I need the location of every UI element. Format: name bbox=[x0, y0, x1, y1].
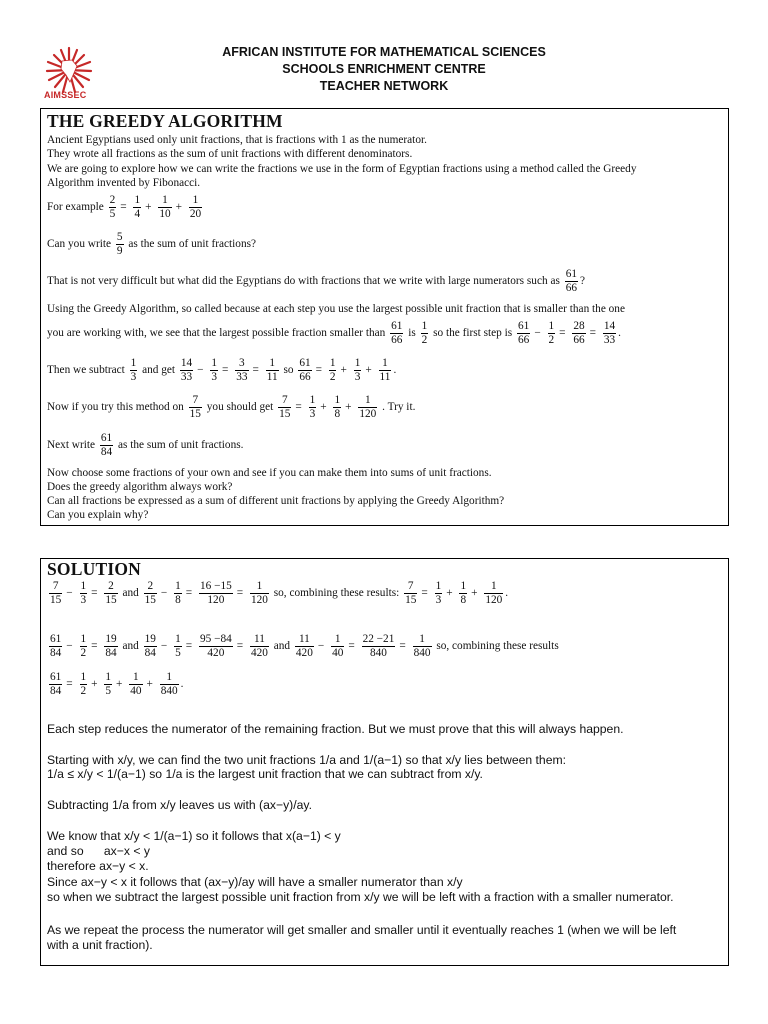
solution-paragraph: with a unit fraction). bbox=[47, 938, 153, 952]
intro-line: Ancient Egyptians used only unit fractions, that is fractions with 1 as the numerator. bbox=[47, 134, 427, 146]
try-line: Now if you try this method on $\frac{7}{15}$ you should get $\frac{7}{15}$ = $\frac{1}{3}$ + $\frac{1}{8}$ + $\frac{1}{120}$ . Try it. bbox=[47, 394, 416, 420]
subtract-line: Then we subtract $\frac{1}{3}$ and get $\frac{14}{33}$ − $\frac{1}{3}$ = $\frac{3}{33}$ = $\frac{1}{11}$ so $\frac{61}{66}$ = $\frac{1}{2}$ + $\frac{1}{3}$ + $\frac{1}{11}$ . bbox=[47, 357, 397, 383]
solution-paragraph: therefore ax−y < x. bbox=[47, 859, 149, 873]
institute-name: AFRICAN INSTITUTE FOR MATHEMATICAL SCIENCES bbox=[222, 45, 546, 59]
closing-line: Can all fractions be expressed as a sum of different unit fractions by applying the Greedy Algorithm? bbox=[47, 495, 505, 507]
closing-line: Can you explain why? bbox=[47, 509, 149, 521]
solution-paragraph: Since ax−y < x it follows that (ax−y)/ay will have a smaller numerator than x/y bbox=[47, 875, 463, 889]
closing-line: Does the greedy algorithm always work? bbox=[47, 481, 233, 493]
solution-paragraph: Subtracting 1/a from x/y leaves us with (ax−y)/ay. bbox=[47, 798, 312, 812]
network-name: TEACHER NETWORK bbox=[319, 79, 449, 93]
solution-equation-3: $\frac{61}{84}$ = $\frac{1}{2}$ + $\frac{1}{5}$ + $\frac{1}{40}$ + $\frac{1}{840}$ . bbox=[50, 671, 184, 697]
solution-title: SOLUTION bbox=[47, 559, 141, 579]
solution-paragraph: Starting with x/y, we can find the two unit fractions 1/a and 1/(a−1) so that x/y lies between them: bbox=[47, 753, 567, 767]
problem-title: THE GREEDY ALGORITHM bbox=[47, 111, 283, 131]
large-numerator-line: That is not very difficult but what did the Egyptians do with fractions that we write with large numerators such as $\frac{61}{66}$ ? bbox=[47, 268, 585, 294]
solution-paragraph: We know that x/y < 1/(a−1) so it follows that x(a−1) < y bbox=[47, 829, 341, 843]
first-step-line: you are working with, we see that the largest possible fraction smaller than $\frac{61}{66}$ is $\frac{1}{2}$ so the first step is $\frac{61}{66}$ − $\frac{1}{2}$ = $\frac{28}{66}$ = $\frac{14}{33}$ . bbox=[47, 320, 621, 346]
solution-paragraph: Each step reduces the numerator of the remaining fraction. But we must prove that this will always happen. bbox=[47, 722, 624, 736]
solution-equation-2: $\frac{61}{84}$ − $\frac{1}{2}$ = $\frac{19}{84}$ and $\frac{19}{84}$ − $\frac{1}{5}$ = $\frac{95 -84}{420}$ = $\frac{11}{420}$ and $\frac{11}{420}$ − $\frac{1}{40}$ = $\frac{22 -21}{840}$ = $\frac{1}{840}$ so, combining these results bbox=[50, 633, 559, 659]
example-line: For example $\frac{2}{5}$ = $\frac{1}{4}$ + $\frac{1}{10}$ + $\frac{1}{20}$ bbox=[47, 194, 202, 220]
intro-line: We are going to explore how we can write the fractions we use in the form of Egyptian fractions using a method called the Greedy bbox=[47, 163, 637, 175]
solution-paragraph: As we repeat the process the numerator will get smaller and smaller until it eventually reaches 1 (when we will be left bbox=[47, 923, 677, 937]
intro-line: They wrote all fractions as the sum of unit fractions with different denominators. bbox=[47, 148, 413, 160]
logo-text: AIMSSEC bbox=[44, 90, 87, 100]
question-line: Can you write $\frac{5}{9}$ as the sum of unit fractions? bbox=[47, 231, 257, 257]
next-line: Next write $\frac{61}{84}$ as the sum of unit fractions. bbox=[47, 432, 244, 458]
closing-line: Now choose some fractions of your own and see if you can make them into sums of unit fractions. bbox=[47, 467, 492, 479]
solution-paragraph: and so ax−x < y bbox=[47, 844, 150, 858]
solution-equation-1: $\frac{7}{15}$ − $\frac{1}{3}$ = $\frac{2}{15}$ and $\frac{2}{15}$ − $\frac{1}{8}$ = $\frac{16 -15}{120}$ = $\frac{1}{120}$ so, combining these results: $\frac{7}{15}$ = $\frac{1}{3}$ + $\frac{1}{8}$ + $\frac{1}{120}$ . bbox=[50, 580, 509, 606]
centre-name: SCHOOLS ENRICHMENT CENTRE bbox=[282, 62, 486, 76]
solution-paragraph: so when we subtract the largest possible unit fraction from x/y we will be left with a fraction with a smaller numerator. bbox=[47, 890, 674, 904]
greedy-line: Using the Greedy Algorithm, so called because at each step you use the largest possible unit fraction that is smaller than the one bbox=[47, 303, 625, 315]
intro-line: Algorithm invented by Fibonacci. bbox=[47, 177, 201, 189]
solution-paragraph: 1/a ≤ x/y < 1/(a−1) so 1/a is the largest unit fraction that we can subtract from x/y. bbox=[47, 767, 483, 781]
